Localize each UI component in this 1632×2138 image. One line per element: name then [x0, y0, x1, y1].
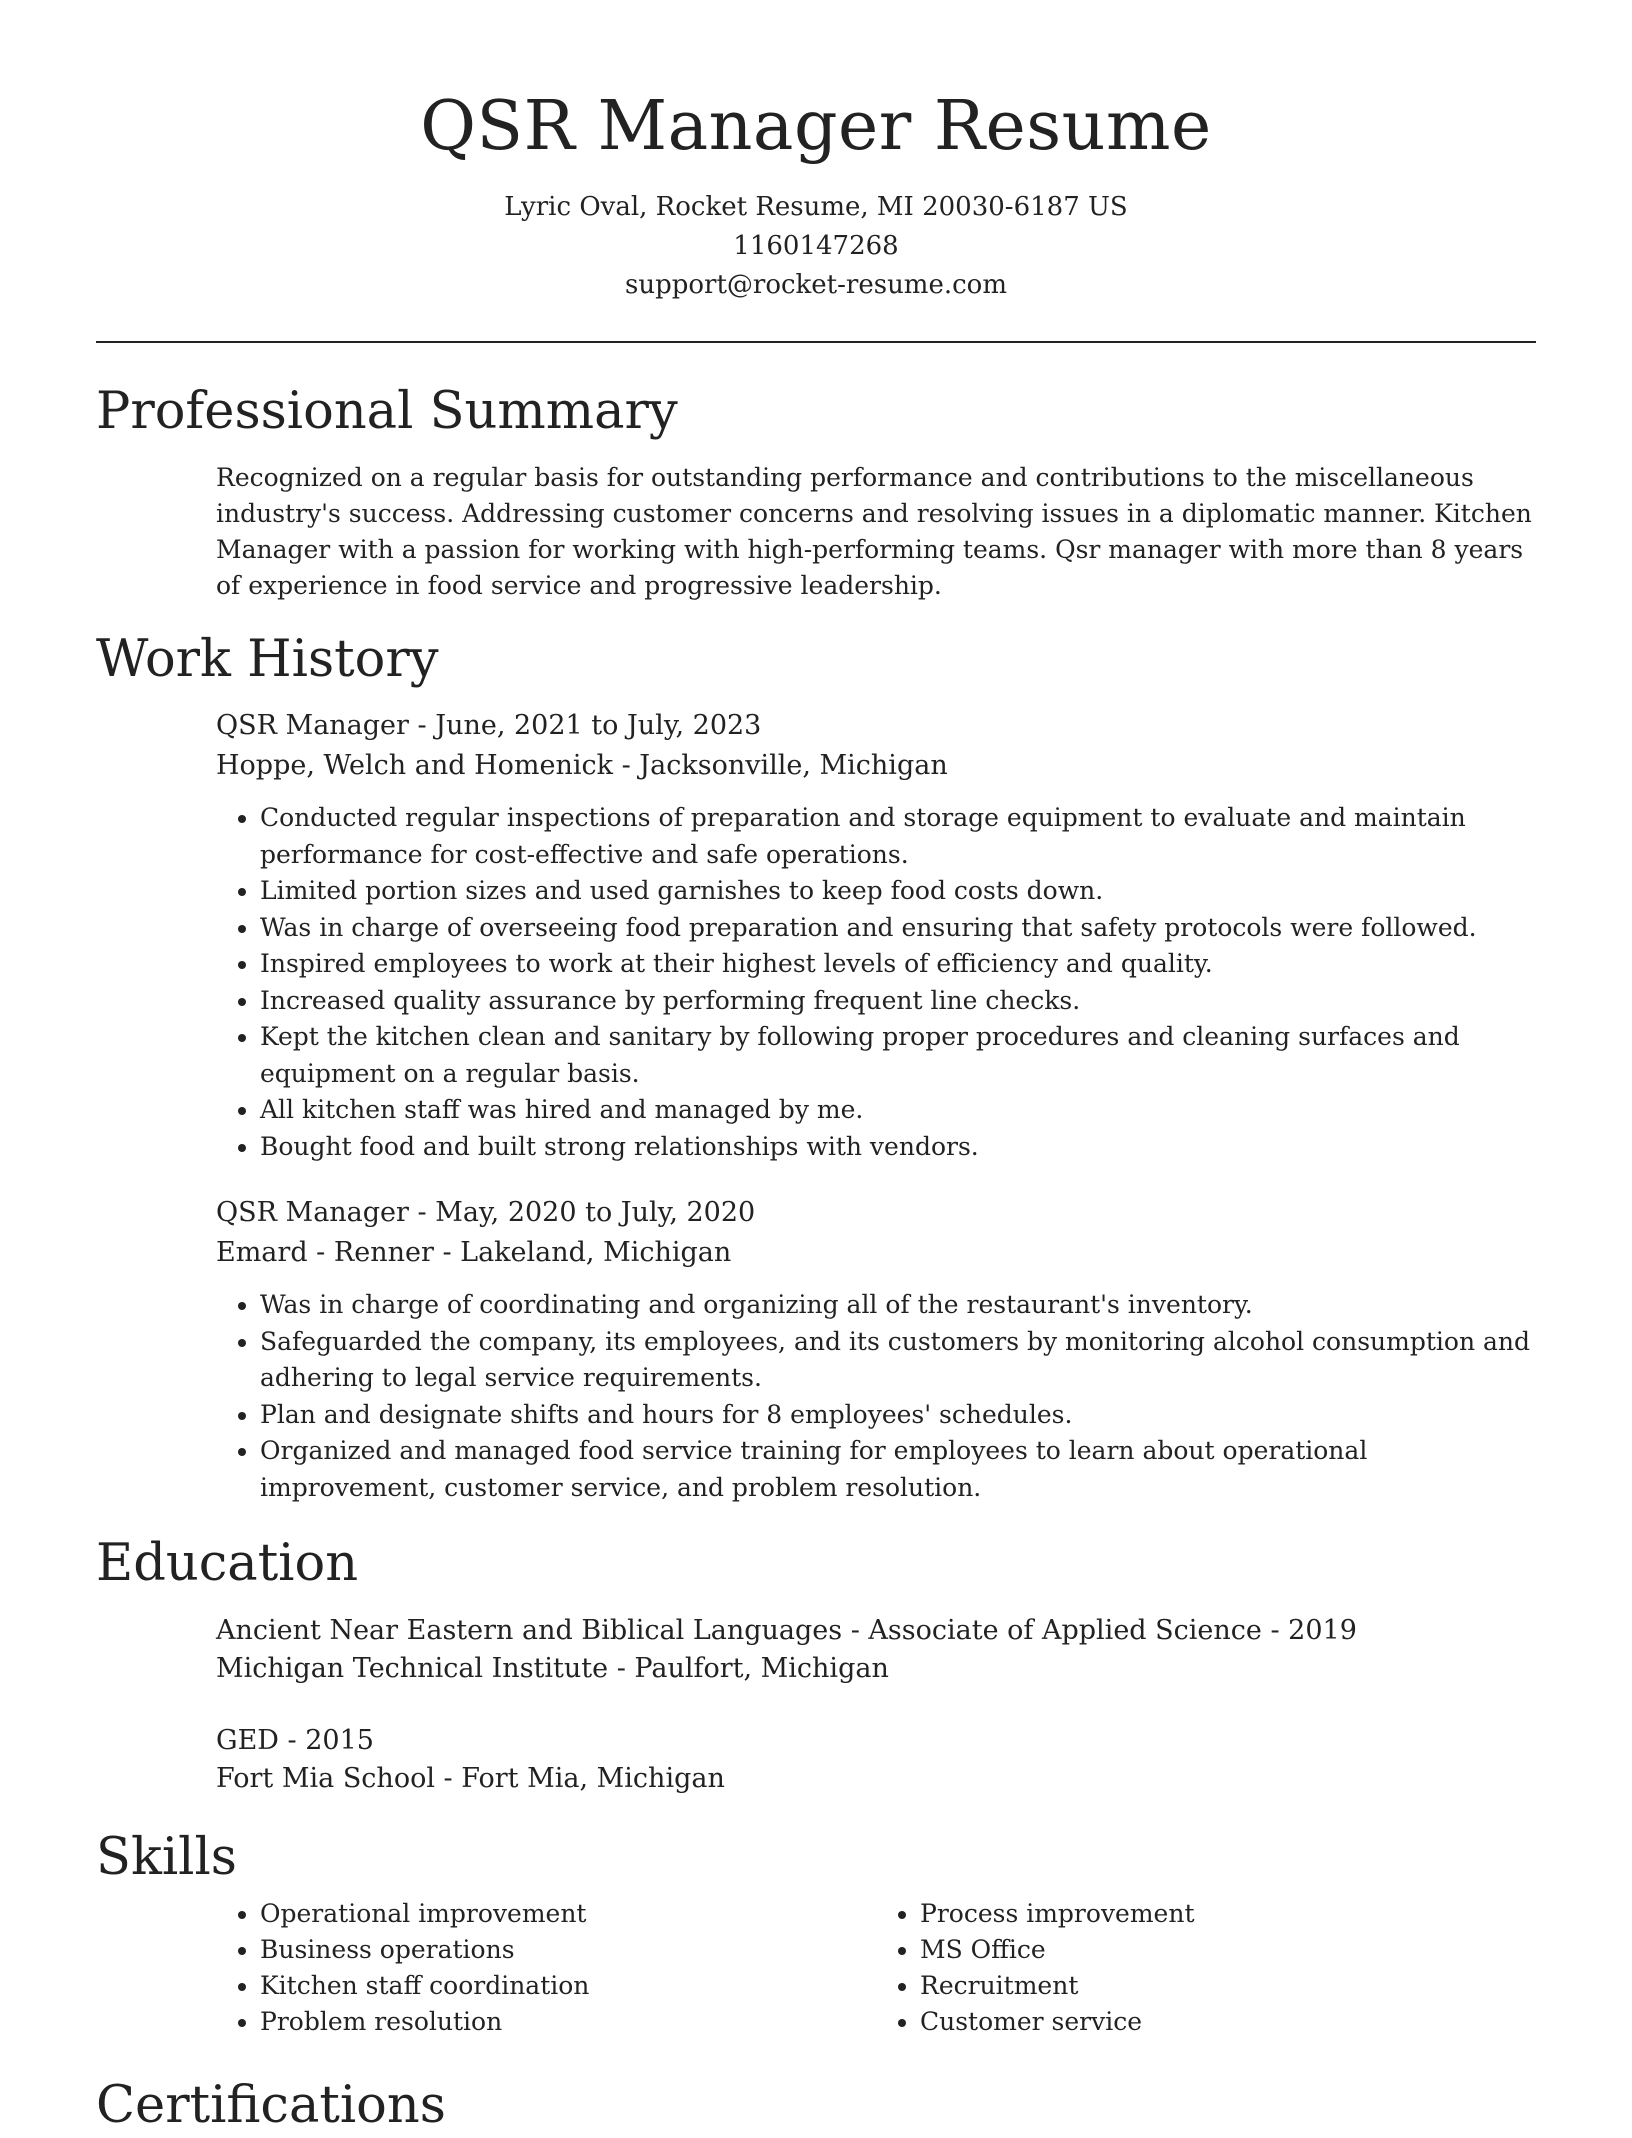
job-company-line [216, 1233, 1536, 1273]
job-dates: - May, 2020 to July, 2020 [408, 1197, 756, 1228]
job-title: QSR Manager [216, 710, 409, 741]
job-company: Emard - Renner [216, 1237, 434, 1268]
job-company: Hoppe, Welch and Homenick [216, 750, 614, 781]
list-item: • Organized and managed food service training for employees to learn about operational improvement, customer service, and problem resolution. [260, 1433, 1536, 1506]
degree-line [216, 1612, 1536, 1650]
list-item: • Limited portion sizes and used garnishes to keep food costs down. [260, 873, 1536, 910]
list-item: • Problem resolution [260, 2004, 876, 2040]
education-entry [216, 1612, 1536, 1688]
job-title-line [216, 1193, 1536, 1233]
list-item: • All kitchen staff was hired and managed by me. [260, 1092, 1536, 1129]
list-item: • Plan and designate shifts and hours for 8 employees' schedules. [260, 1397, 1536, 1434]
work-history-section [96, 628, 1536, 1506]
list-item: • Operational improvement [260, 1896, 876, 1932]
list-item: • Recruitment [920, 1968, 1536, 2004]
phone-text: 1160147268 [733, 231, 899, 261]
degree: Ancient Near Eastern and Biblical Languages - Associate of Applied Science [216, 1615, 1262, 1646]
list-item: • Bought food and built strong relationships with vendors. [260, 1129, 1536, 1166]
summary-text: Recognized on a regular basis for outstanding performance and contributions to the miscellaneous industry's success. Addressing customer concerns and resolving issues in a diplomatic manner. Kitchen Manager with a passion for working with high-performing teams. Qsr manager with more than 8 years of experience in food service and progressive leadership. [216, 463, 1532, 600]
degree-year: - 2015 [278, 1725, 374, 1756]
education-list [216, 1612, 1536, 1798]
resume-header [0, 0, 1632, 305]
page-title: QSR Manager Resume [420, 87, 1212, 166]
job-dates: - June, 2021 to July, 2023 [408, 710, 762, 741]
list-item: • Conducted regular inspections of preparation and storage equipment to evaluate and maintain performance for cost-effective and safe operations. [260, 800, 1536, 873]
list-item: • Kitchen staff coordination [260, 1968, 876, 2004]
job-location: - Jacksonville, Michigan [613, 750, 948, 781]
certifications-heading: Certifications [96, 2076, 446, 2135]
work-history-heading: Work History [96, 630, 439, 689]
school: Michigan Technical Institute [216, 1653, 609, 1684]
list-item: • Safeguarded the company, its employees, and its customers by monitoring alcohol consumption and adhering to legal service requirements. [260, 1324, 1536, 1397]
job-entry [216, 1193, 1536, 1506]
certifications-section [96, 2074, 1536, 2138]
job-title: QSR Manager [216, 1197, 409, 1228]
address-text: Lyric Oval, Rocket Resume, MI 20030-6187 US [504, 192, 1128, 222]
education-section [96, 1532, 1536, 1798]
skills-right-list [876, 1896, 1536, 2040]
job-entry [216, 706, 1536, 1165]
list-item: • Customer service [920, 2004, 1536, 2040]
summary-section [96, 380, 1536, 604]
summary-heading: Professional Summary [96, 382, 678, 441]
list-item: • Kept the kitchen clean and sanitary by following proper procedures and cleaning surfaces and equipment on a regular basis. [260, 1019, 1536, 1092]
education-entry [216, 1722, 1536, 1798]
school-location: - Paulfort, Michigan [608, 1653, 889, 1684]
list-item: • Increased quality assurance by performing frequent line checks. [260, 983, 1536, 1020]
job-bullets [216, 800, 1536, 1165]
school-line [216, 1650, 1536, 1688]
degree-year: - 2019 [1261, 1615, 1357, 1646]
skills-left-list [216, 1896, 876, 2040]
job-location: - Lakeland, Michigan [433, 1237, 732, 1268]
degree-line [216, 1722, 1536, 1760]
job-bullets [216, 1287, 1536, 1506]
skills-section [96, 1826, 1536, 2040]
degree: GED [216, 1725, 279, 1756]
school-line [216, 1760, 1536, 1798]
list-item: • MS Office [920, 1932, 1536, 1968]
job-company-line [216, 746, 1536, 786]
list-item: • Inspired employees to work at their highest levels of efficiency and quality. [260, 946, 1536, 983]
education-spacer [216, 1688, 1536, 1722]
school: Fort Mia School [216, 1763, 435, 1794]
list-item: • Process improvement [920, 1896, 1536, 1932]
list-item: • Business operations [260, 1932, 876, 1968]
school-location: - Fort Mia, Michigan [434, 1763, 725, 1794]
header-divider [96, 341, 1536, 343]
contact-info [0, 188, 1632, 305]
skills-heading: Skills [96, 1828, 237, 1887]
skills-columns [216, 1890, 1536, 2040]
email-text: support@rocket-resume.com [624, 270, 1007, 300]
job-title-line [216, 706, 1536, 746]
list-item: • Was in charge of coordinating and organizing all of the restaurant's inventory. [260, 1287, 1536, 1324]
list-item: • Was in charge of overseeing food preparation and ensuring that safety protocols were followed. [260, 910, 1536, 947]
education-heading: Education [96, 1534, 359, 1593]
